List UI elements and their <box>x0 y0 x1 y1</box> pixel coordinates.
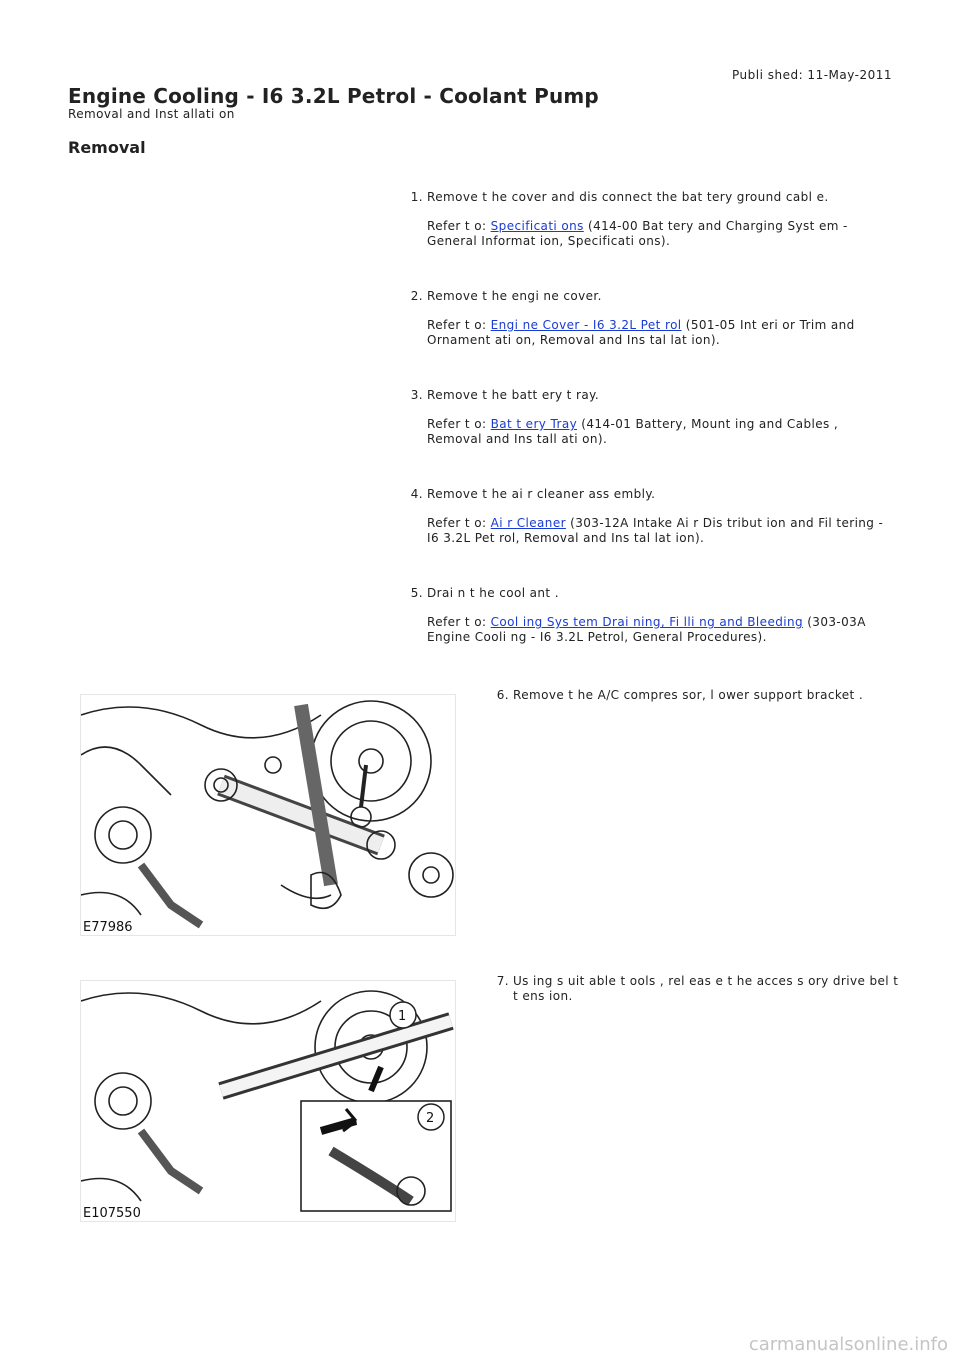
step-number: 3. <box>410 388 423 402</box>
engine-illustration <box>81 981 455 1221</box>
page-title: Engine Cooling - I6 3.2L Petrol - Coolant Pump <box>68 84 599 108</box>
step-number: 7. <box>496 974 509 988</box>
step-text: Remove t he cover and dis connect the bat tery ground cabl e. <box>427 190 829 204</box>
watermark: carmanualsonline.info <box>748 1333 948 1355</box>
refer-line: Refer t o: Engi ne Cover - I6 3.2L Pet rol (501-05 Int eri or Trim and <box>427 318 855 332</box>
step-text: Remove t he A/C compres sor, l ower support bracket . <box>513 688 864 702</box>
reference-link-air-cleaner[interactable]: Ai r Cleaner <box>490 516 566 530</box>
callout-1 <box>390 1002 416 1028</box>
step-text: Remove t he ai r cleaner ass embly. <box>427 487 656 501</box>
svg-text:2: 2 <box>426 1111 435 1126</box>
step-number: 6. <box>496 688 509 702</box>
refer-line: Refer t o: Specificati ons (414-00 Bat tery and Charging Syst em - <box>427 219 848 233</box>
step-number: 1. <box>410 190 423 204</box>
figure-id-label: E77986 <box>83 920 133 935</box>
reference-link-cooling-system-draining[interactable]: Cool ing Sys tem Drai ning, Fi lli ng and Bleeding <box>490 615 804 629</box>
step-number: 5. <box>410 586 423 600</box>
refer-line-continued: Ornament ati on, Removal and Ins tal lat ion). <box>427 333 721 347</box>
section-heading: Removal <box>68 138 146 157</box>
refer-line-continued: I6 3.2L Pet rol, Removal and Ins tal lat ion). <box>427 531 705 545</box>
refer-line: Refer t o: Cool ing Sys tem Drai ning, Fi lli ng and Bleeding (303-03A <box>427 615 866 629</box>
refer-line: Refer t o: Ai r Cleaner (303-12A Intake Ai r Dis tribut ion and Fil tering - <box>427 516 884 530</box>
refer-line: Refer t o: Bat t ery Tray (414-01 Battery, Mount ing and Cables , <box>427 417 839 431</box>
figure-id-label: E107550 <box>83 1206 141 1221</box>
page-subtitle: Removal and Inst allati on <box>68 107 235 121</box>
step-text: Remove t he engi ne cover. <box>427 289 602 303</box>
reference-link-specifications[interactable]: Specificati ons <box>490 219 584 233</box>
refer-line-continued: Engine Cooli ng - I6 3.2L Petrol, General Procedures). <box>427 630 767 644</box>
figure-compressor-bracket <box>80 694 456 936</box>
step-number: 4. <box>410 487 423 501</box>
reference-link-battery-tray[interactable]: Bat t ery Tray <box>490 417 578 431</box>
step-number: 2. <box>410 289 423 303</box>
refer-line-continued: General Informat ion, Specificati ons). <box>427 234 671 248</box>
published-date: Publi shed: 11-May-2011 <box>731 68 892 82</box>
svg-text:1: 1 <box>398 1009 407 1024</box>
refer-line-continued: Removal and Ins tall ati on). <box>427 432 608 446</box>
reference-link-engine-cover[interactable]: Engi ne Cover - I6 3.2L Pet rol <box>490 318 682 332</box>
figure-belt-tensioner <box>80 980 456 1222</box>
step-text-continued: t ens ion. <box>513 989 573 1003</box>
engine-illustration <box>81 695 455 935</box>
step-text: Remove t he batt ery t ray. <box>427 388 600 402</box>
step-text: Drai n t he cool ant . <box>427 586 559 600</box>
callout-2 <box>418 1104 444 1130</box>
step-text: Us ing s uit able t ools , rel eas e t he acces s ory drive bel t <box>513 974 899 988</box>
